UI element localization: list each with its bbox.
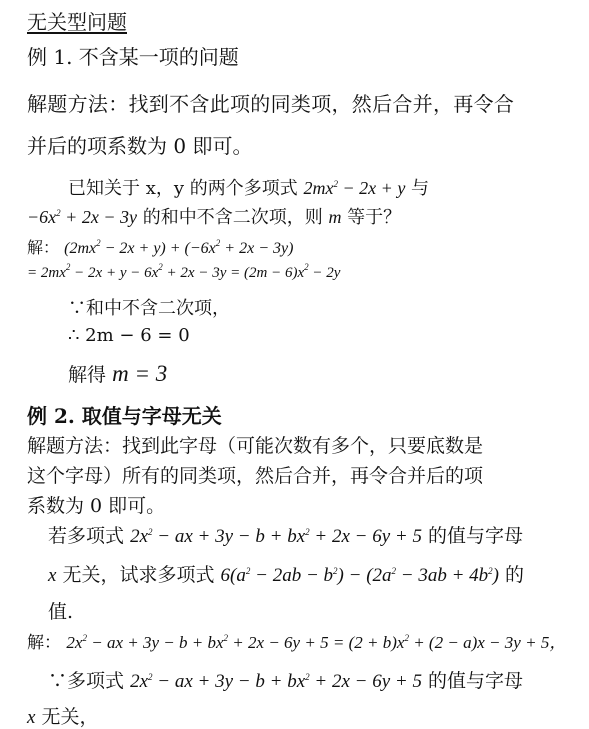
example1-heading: 例 1. 不含某一项的问题 xyxy=(27,45,239,69)
example1-problem-line2 xyxy=(27,203,401,229)
example1-method-line2: 并后的项系数为 0 即可。 xyxy=(27,134,253,158)
example2-method-line2: 这个字母）所有的同类项，然后合并，再令合并后的项 xyxy=(27,465,484,487)
solution-text: ∵多项式 xyxy=(48,670,125,692)
problem-text: 若多项式 xyxy=(48,525,125,547)
example1-solution-line1 xyxy=(27,235,293,258)
example1-solution-line2: = $2mx^2 - 2x + y - 6x^2 + 2x - 3y = (2m - 6)x^2 - 2y$ xyxy=(27,262,341,281)
example1-solution-line4: ∴ 2m − 6 = 0 xyxy=(68,325,190,346)
example2-problem-line2 xyxy=(48,560,524,587)
variable: x xyxy=(27,707,36,728)
example1-solution-line3: ∵和中不含二次项， xyxy=(68,298,230,319)
solution-text: 解得 xyxy=(68,364,107,386)
solution-text: 的值与字母 xyxy=(428,670,524,692)
example2-problem-line3: 值. xyxy=(48,601,74,623)
solution-label: 解： xyxy=(27,633,61,653)
solution-text: 无关， xyxy=(41,706,99,728)
example2-method-line1: 解题方法：找到此字母（可能次数有多个，只要底数是 xyxy=(27,435,484,457)
example1-solution-line5 xyxy=(68,360,167,387)
solution-label: 解： xyxy=(27,238,60,257)
example2-solution-line1 xyxy=(27,628,566,653)
problem-text: 与 xyxy=(411,178,430,199)
example2-method-line3: 系数为 0 即可。 xyxy=(27,495,166,517)
variable: x xyxy=(48,565,57,586)
problem-text: 的值与字母 xyxy=(428,525,524,547)
example2-heading: 例 2. 取值与字母无关 xyxy=(27,404,222,428)
problem-text: 无关，试求多项式 xyxy=(62,564,215,586)
problem-text: 已知关于 x，y 的两个多项式 xyxy=(68,178,298,199)
polynomial-expression: $2x^2$ − ax + $3y - b + bx^2 + 2x - 6y + 5$ xyxy=(130,671,422,692)
example2-problem-line1 xyxy=(48,521,523,548)
example2-solution-line2 xyxy=(48,666,523,693)
math-expression: $(2mx^2 - 2x + y) + (-6x^2 + 2x - 3y)$ xyxy=(64,238,294,257)
page-title: 无关型问题 xyxy=(27,10,127,34)
math-expression: $2x^2$ − ax + $3y - b + bx^2 + 2x - 6y + 5 = (2 + b)x^2 + (2 - a)x - 3y + 5$， xyxy=(66,633,567,652)
polynomial-expression: $2mx^2 - 2x + y$ xyxy=(303,178,406,198)
example1-method-line1: 解题方法：找到不含此项的同类项，然后合并，再令合 xyxy=(27,92,515,116)
problem-text: 的 xyxy=(505,564,525,586)
polynomial-expression: $6(a^2 - 2ab - b^2) - (2a^2 - 3ab + 4b^2)$ xyxy=(220,565,499,586)
variable: m xyxy=(328,207,342,227)
polynomial-expression: $-6x^2 + 2x - 3y$ xyxy=(27,207,137,227)
polynomial-expression: $2x^2$ − ax + $3y - b + bx^2 + 2x - 6y + 5$ xyxy=(130,526,422,547)
math-result: m = 3 xyxy=(112,361,168,386)
example1-problem-line1 xyxy=(68,174,429,200)
problem-text: 的和中不含二次项，则 xyxy=(142,207,323,228)
problem-text: 等于？ xyxy=(347,207,402,228)
example2-solution-line3 xyxy=(27,702,99,729)
